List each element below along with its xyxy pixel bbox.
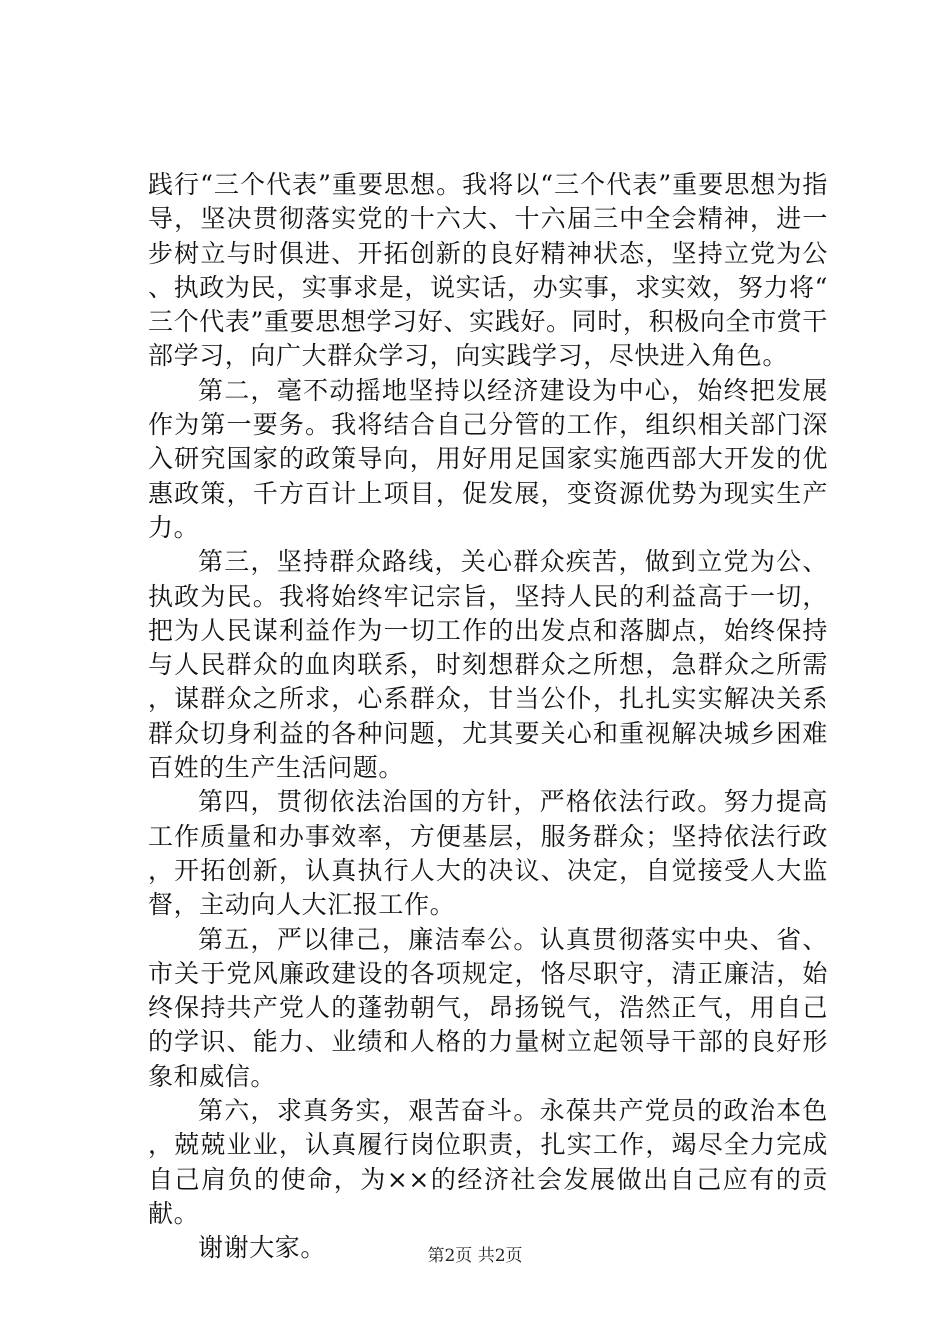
paragraph-point-six: 第六，求真务实，艰苦奋斗。永葆共产党员的政治本色，兢兢业业，认真履行岗位职责，扎实工作，竭尽全力完成自己肩负的使命，为××的经济社会发展做出自己应有的贡献。	[148, 1096, 828, 1228]
document-body	[148, 168, 828, 1266]
page-footer	[0, 1244, 950, 1268]
paragraph-point-five: 第五，严以律己，廉洁奉公。认真贯彻落实中央、省、市关于党风廉政建设的各项规定，恪尽职守，清正廉洁，始终保持共产党人的蓬勃朝气，昂扬锐气，浩然正气，用自己的学识、能力、业绩和人格的力量树立起领导干部的良好形象和威信。	[148, 924, 828, 1091]
paragraph-continuation: 践行“三个代表”重要思想。我将以“三个代表”重要思想为指导，坚决贯彻落实党的十六大、十六届三中全会精神，进一步树立与时俱进、开拓创新的良好精神状态，坚持立党为公、执政为民，实事求是，说实话，办实事，求实效，努力将“三个代表”重要思想学习好、实践好。同时，积极向全市赏干部学习，向广大群众学习，向实践学习，尽快进入角色。	[148, 170, 828, 371]
page-number-label: 第2页 共2页	[427, 1246, 523, 1266]
paragraph-point-four: 第四，贯彻依法治国的方针，严格依法行政。努力提高工作质量和办事效率，方便基层，服务群众；坚持依法行政，开拓创新，认真执行人大的决议、决定，自觉接受人大监督，主动向人大汇报工作。	[148, 787, 828, 920]
paragraph-closing: 谢谢大家。	[198, 1233, 327, 1263]
paragraph-point-three: 第三，坚持群众路线，关心群众疾苦，做到立党为公、执政为民。我将始终牢记宗旨，坚持人民的利益高于一切，把为人民谋利益作为一切工作的出发点和落脚点，始终保持与人民群众的血肉联系，时刻想群众之所想，急群众之所需，谋群众之所求，心系群众，甘当公仆，扎扎实实解决关系群众切身利益的各种问题，尤其要关心和重视解决城乡困难百姓的生产生活问题。	[148, 547, 828, 783]
paragraph-point-two: 第二，毫不动摇地坚持以经济建设为中心，始终把发展作为第一要务。我将结合自己分管的工作，组织相关部门深入研究国家的政策导向，用好用足国家实施西部大开发的优惠政策，千方百计上项目，促发展，变资源优势为现实生产力。	[148, 375, 828, 542]
